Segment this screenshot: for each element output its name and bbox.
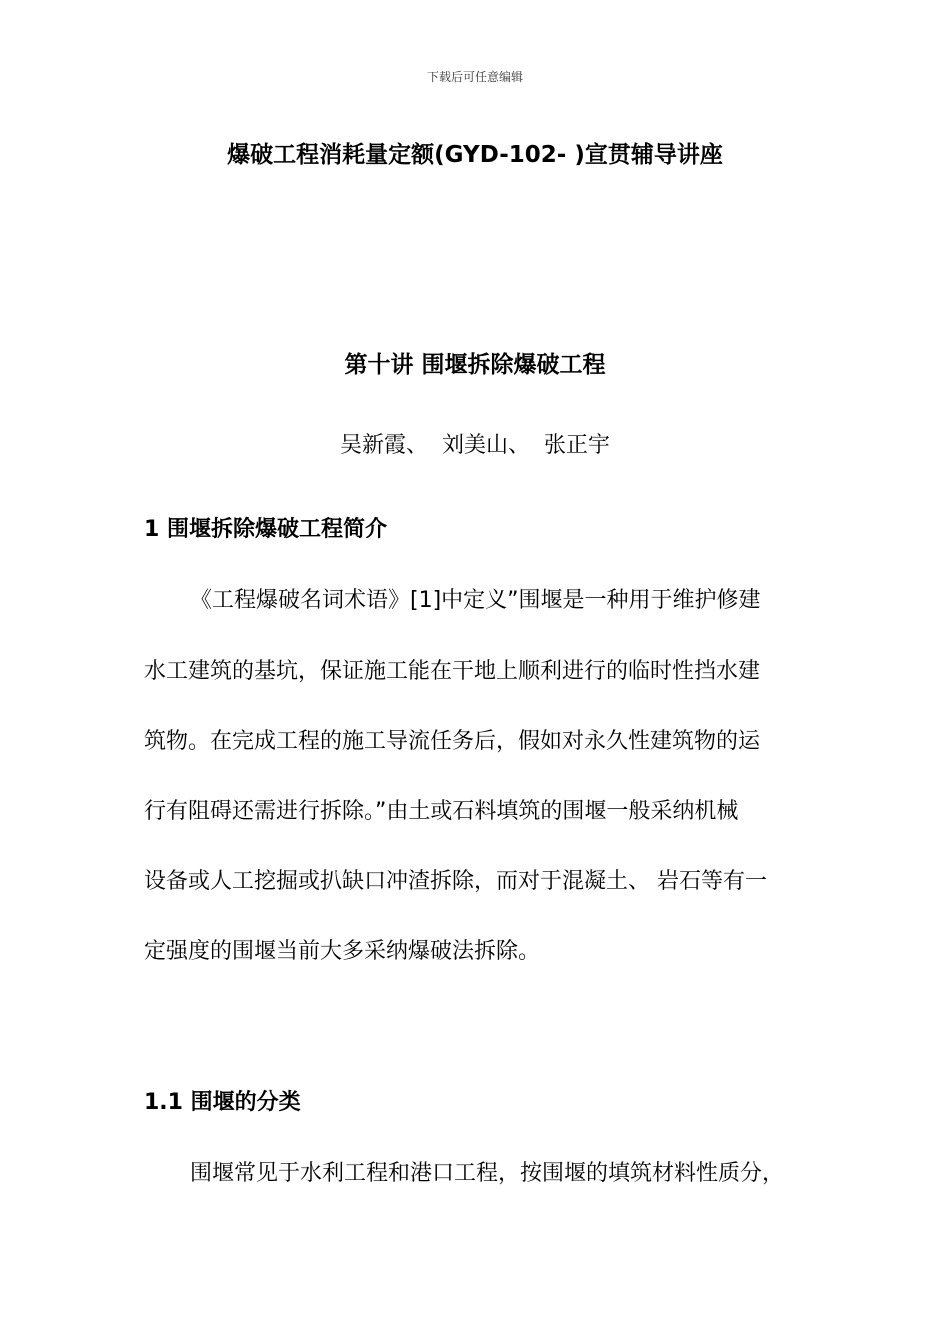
paragraph-line: 设备或人工挖掘或扒缺口冲渣拆除，而对于混凝土、 岩石等有一 xyxy=(144,869,767,894)
paragraph-line: 水工建筑的基坑，保证施工能在干地上顺利进行的临时性挡水建 xyxy=(144,659,761,684)
paragraph-line: 定强度的围堰当前大多采纳爆破法拆除。 xyxy=(144,939,541,964)
section-heading-1-1: 1.1 围堰的分类 xyxy=(144,1090,301,1115)
lecture-title: 第十讲 围堰拆除爆破工程 xyxy=(344,352,606,378)
authors: 吴新霞、 刘美山、 张正宇 xyxy=(340,433,610,458)
paragraph-line: 筑物。在完成工程的施工导流任务后，假如对永久性建筑物的运 xyxy=(144,729,761,754)
paragraph-line: 行有阻碍还需进行拆除。”由土或石料填筑的围堰一般采纳机械 xyxy=(144,799,739,824)
paragraph-line: 《工程爆破名词术语》[1]中定义”围堰是一种用于维护修建 xyxy=(190,588,761,613)
header-note: 下载后可任意编辑 xyxy=(426,70,523,84)
document-title: 爆破工程消耗量定额(GYD-102- )宣贯辅导讲座 xyxy=(227,142,723,168)
section-heading-1: 1 围堰拆除爆破工程简介 xyxy=(144,517,387,542)
paragraph-line: 围堰常见于水利工程和港口工程，按围堰的填筑材料性质分， xyxy=(190,1161,785,1186)
